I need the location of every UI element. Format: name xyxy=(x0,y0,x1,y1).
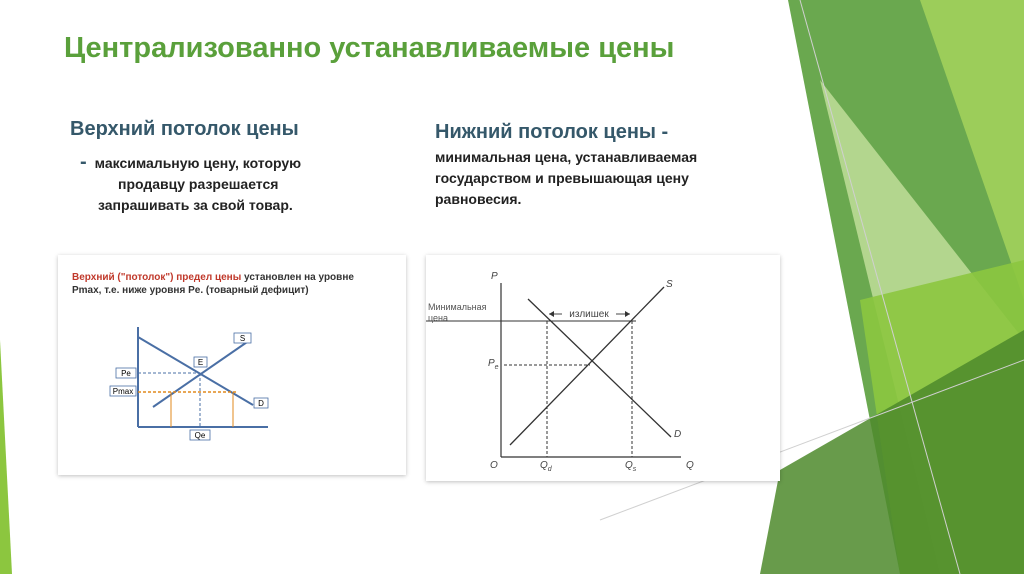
slide-title: Централизованно устанавливаемые цены xyxy=(64,32,675,64)
label-d: D xyxy=(674,429,682,440)
right-line2-text: государством и превышающая цену xyxy=(435,170,689,186)
price-floor-diagram xyxy=(426,255,780,481)
caption-line1 xyxy=(72,272,354,283)
left-line2-text: продавцу разрешается xyxy=(118,176,279,192)
left-heading: Верхний потолок цены xyxy=(70,118,299,140)
min-price-label-line2: цена xyxy=(428,313,449,323)
caption-rest: установлен на уровне xyxy=(241,272,354,283)
surplus-label: излишек xyxy=(569,309,609,320)
left-definition-line1 xyxy=(80,152,301,174)
surplus-arrowhead-right xyxy=(625,311,630,317)
demand-curve xyxy=(138,337,253,405)
label-pmax: Pmax xyxy=(112,387,134,396)
price-ceiling-figure xyxy=(58,255,406,475)
label-qs-sub: s xyxy=(632,466,637,473)
caption-line2: Pmax, т.е. ниже уровня Pe. (товарный дефицит) xyxy=(72,285,309,296)
label-qs-main: Q xyxy=(625,460,633,471)
label-e: E xyxy=(197,358,204,367)
label-pe xyxy=(488,358,499,371)
label-qd-main: Q xyxy=(540,460,548,471)
right-definition xyxy=(435,147,697,210)
caption-red: Верхний ("потолок") предел цены xyxy=(72,272,242,283)
axis-q-label: Q xyxy=(686,460,694,471)
right-line1-text: минимальная цена, устанавливаемая xyxy=(435,149,698,165)
label-s: S xyxy=(666,279,673,290)
label-pe-main: P xyxy=(488,358,495,369)
label-pe: Pe xyxy=(121,369,131,378)
right-line3-text: равновесия. xyxy=(435,191,522,207)
label-qd xyxy=(540,460,553,473)
green-stripe-left xyxy=(0,340,12,574)
label-d: D xyxy=(258,399,264,408)
left-dash: - xyxy=(80,151,87,173)
label-qe: Qe xyxy=(194,431,206,440)
right-heading: Нижний потолок цены - xyxy=(435,121,669,143)
left-definition xyxy=(80,152,301,216)
label-qs xyxy=(625,460,637,473)
left-line1-text: максимальную цену, которую xyxy=(94,155,302,171)
surplus-arrowhead-left xyxy=(549,311,554,317)
label-s: S xyxy=(239,334,246,343)
axis-p-label: P xyxy=(491,271,498,282)
origin-label: O xyxy=(490,460,498,471)
min-price-label-line1: Минимальная xyxy=(428,302,487,312)
label-pe-sub: e xyxy=(494,364,499,371)
left-line3-text: запрашивать за свой товар. xyxy=(98,197,293,213)
label-qd-sub: d xyxy=(547,466,552,473)
price-ceiling-diagram xyxy=(58,255,406,475)
price-floor-figure xyxy=(426,255,780,481)
